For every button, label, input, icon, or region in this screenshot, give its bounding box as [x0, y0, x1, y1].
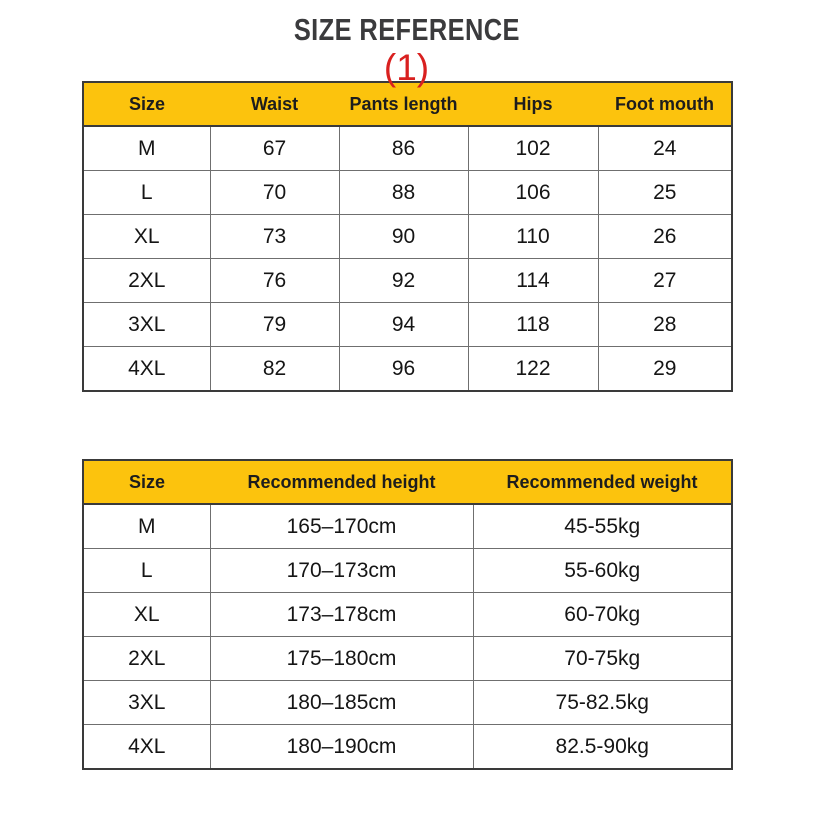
table-row: [83, 171, 732, 215]
page-title: SIZE REFERENCE: [293, 12, 520, 47]
table-row: [83, 637, 732, 681]
cell-size: 4XL: [83, 725, 210, 770]
cell-hips: 110: [468, 215, 598, 259]
cell-recommended-weight: 55-60kg: [473, 549, 732, 593]
cell-hips: 114: [468, 259, 598, 303]
table-row: [83, 303, 732, 347]
cell-hips: 122: [468, 347, 598, 392]
recommended-fit-table: [82, 459, 733, 770]
table-row: [83, 259, 732, 303]
cell-recommended-weight: 82.5-90kg: [473, 725, 732, 770]
cell-pants-length: 94: [339, 303, 468, 347]
cell-recommended-weight: 70-75kg: [473, 637, 732, 681]
cell-foot-mouth: 28: [598, 303, 732, 347]
header-size: Size: [83, 460, 210, 504]
table-row: [83, 504, 732, 549]
cell-recommended-height: 175–180cm: [210, 637, 473, 681]
cell-recommended-height: 165–170cm: [210, 504, 473, 549]
header-pants-length: Pants length: [339, 82, 468, 126]
header-waist: Waist: [210, 82, 339, 126]
cell-size: L: [83, 549, 210, 593]
header-hips: Hips: [468, 82, 598, 126]
table-header-row: [83, 82, 732, 126]
cell-size: 2XL: [83, 259, 210, 303]
cell-waist: 79: [210, 303, 339, 347]
cell-pants-length: 92: [339, 259, 468, 303]
cell-size: M: [83, 504, 210, 549]
header-recommended-height: Recommended height: [210, 460, 473, 504]
cell-recommended-weight: 60-70kg: [473, 593, 732, 637]
cell-size: 2XL: [83, 637, 210, 681]
cell-pants-length: 88: [339, 171, 468, 215]
table-row: [83, 593, 732, 637]
header-size: Size: [83, 82, 210, 126]
cell-waist: 73: [210, 215, 339, 259]
cell-size: L: [83, 171, 210, 215]
cell-recommended-weight: 45-55kg: [473, 504, 732, 549]
table-header-row: [83, 460, 732, 504]
cell-foot-mouth: 24: [598, 126, 732, 171]
cell-recommended-height: 180–190cm: [210, 725, 473, 770]
pants-size-table: [82, 81, 733, 392]
table-row: [83, 725, 732, 770]
cell-waist: 76: [210, 259, 339, 303]
cell-foot-mouth: 27: [598, 259, 732, 303]
table-row: [83, 215, 732, 259]
cell-hips: 106: [468, 171, 598, 215]
cell-waist: 70: [210, 171, 339, 215]
table-row: [83, 347, 732, 392]
table-row: [83, 126, 732, 171]
cell-foot-mouth: 25: [598, 171, 732, 215]
header-recommended-weight: Recommended weight: [473, 460, 732, 504]
cell-pants-length: 96: [339, 347, 468, 392]
annotation-number: (1): [383, 47, 430, 88]
cell-waist: 67: [210, 126, 339, 171]
cell-recommended-height: 170–173cm: [210, 549, 473, 593]
cell-size: M: [83, 126, 210, 171]
cell-size: 3XL: [83, 303, 210, 347]
cell-recommended-height: 173–178cm: [210, 593, 473, 637]
cell-size: XL: [83, 215, 210, 259]
page-title-wrap: [0, 0, 813, 45]
cell-foot-mouth: 26: [598, 215, 732, 259]
cell-foot-mouth: 29: [598, 347, 732, 392]
cell-pants-length: 90: [339, 215, 468, 259]
cell-pants-length: 86: [339, 126, 468, 171]
cell-hips: 118: [468, 303, 598, 347]
cell-recommended-height: 180–185cm: [210, 681, 473, 725]
table-row: [83, 681, 732, 725]
cell-size: 3XL: [83, 681, 210, 725]
cell-waist: 82: [210, 347, 339, 392]
cell-size: 4XL: [83, 347, 210, 392]
cell-size: XL: [83, 593, 210, 637]
header-foot-mouth: Foot mouth: [598, 82, 732, 126]
cell-hips: 102: [468, 126, 598, 171]
table-row: [83, 549, 732, 593]
cell-recommended-weight: 75-82.5kg: [473, 681, 732, 725]
